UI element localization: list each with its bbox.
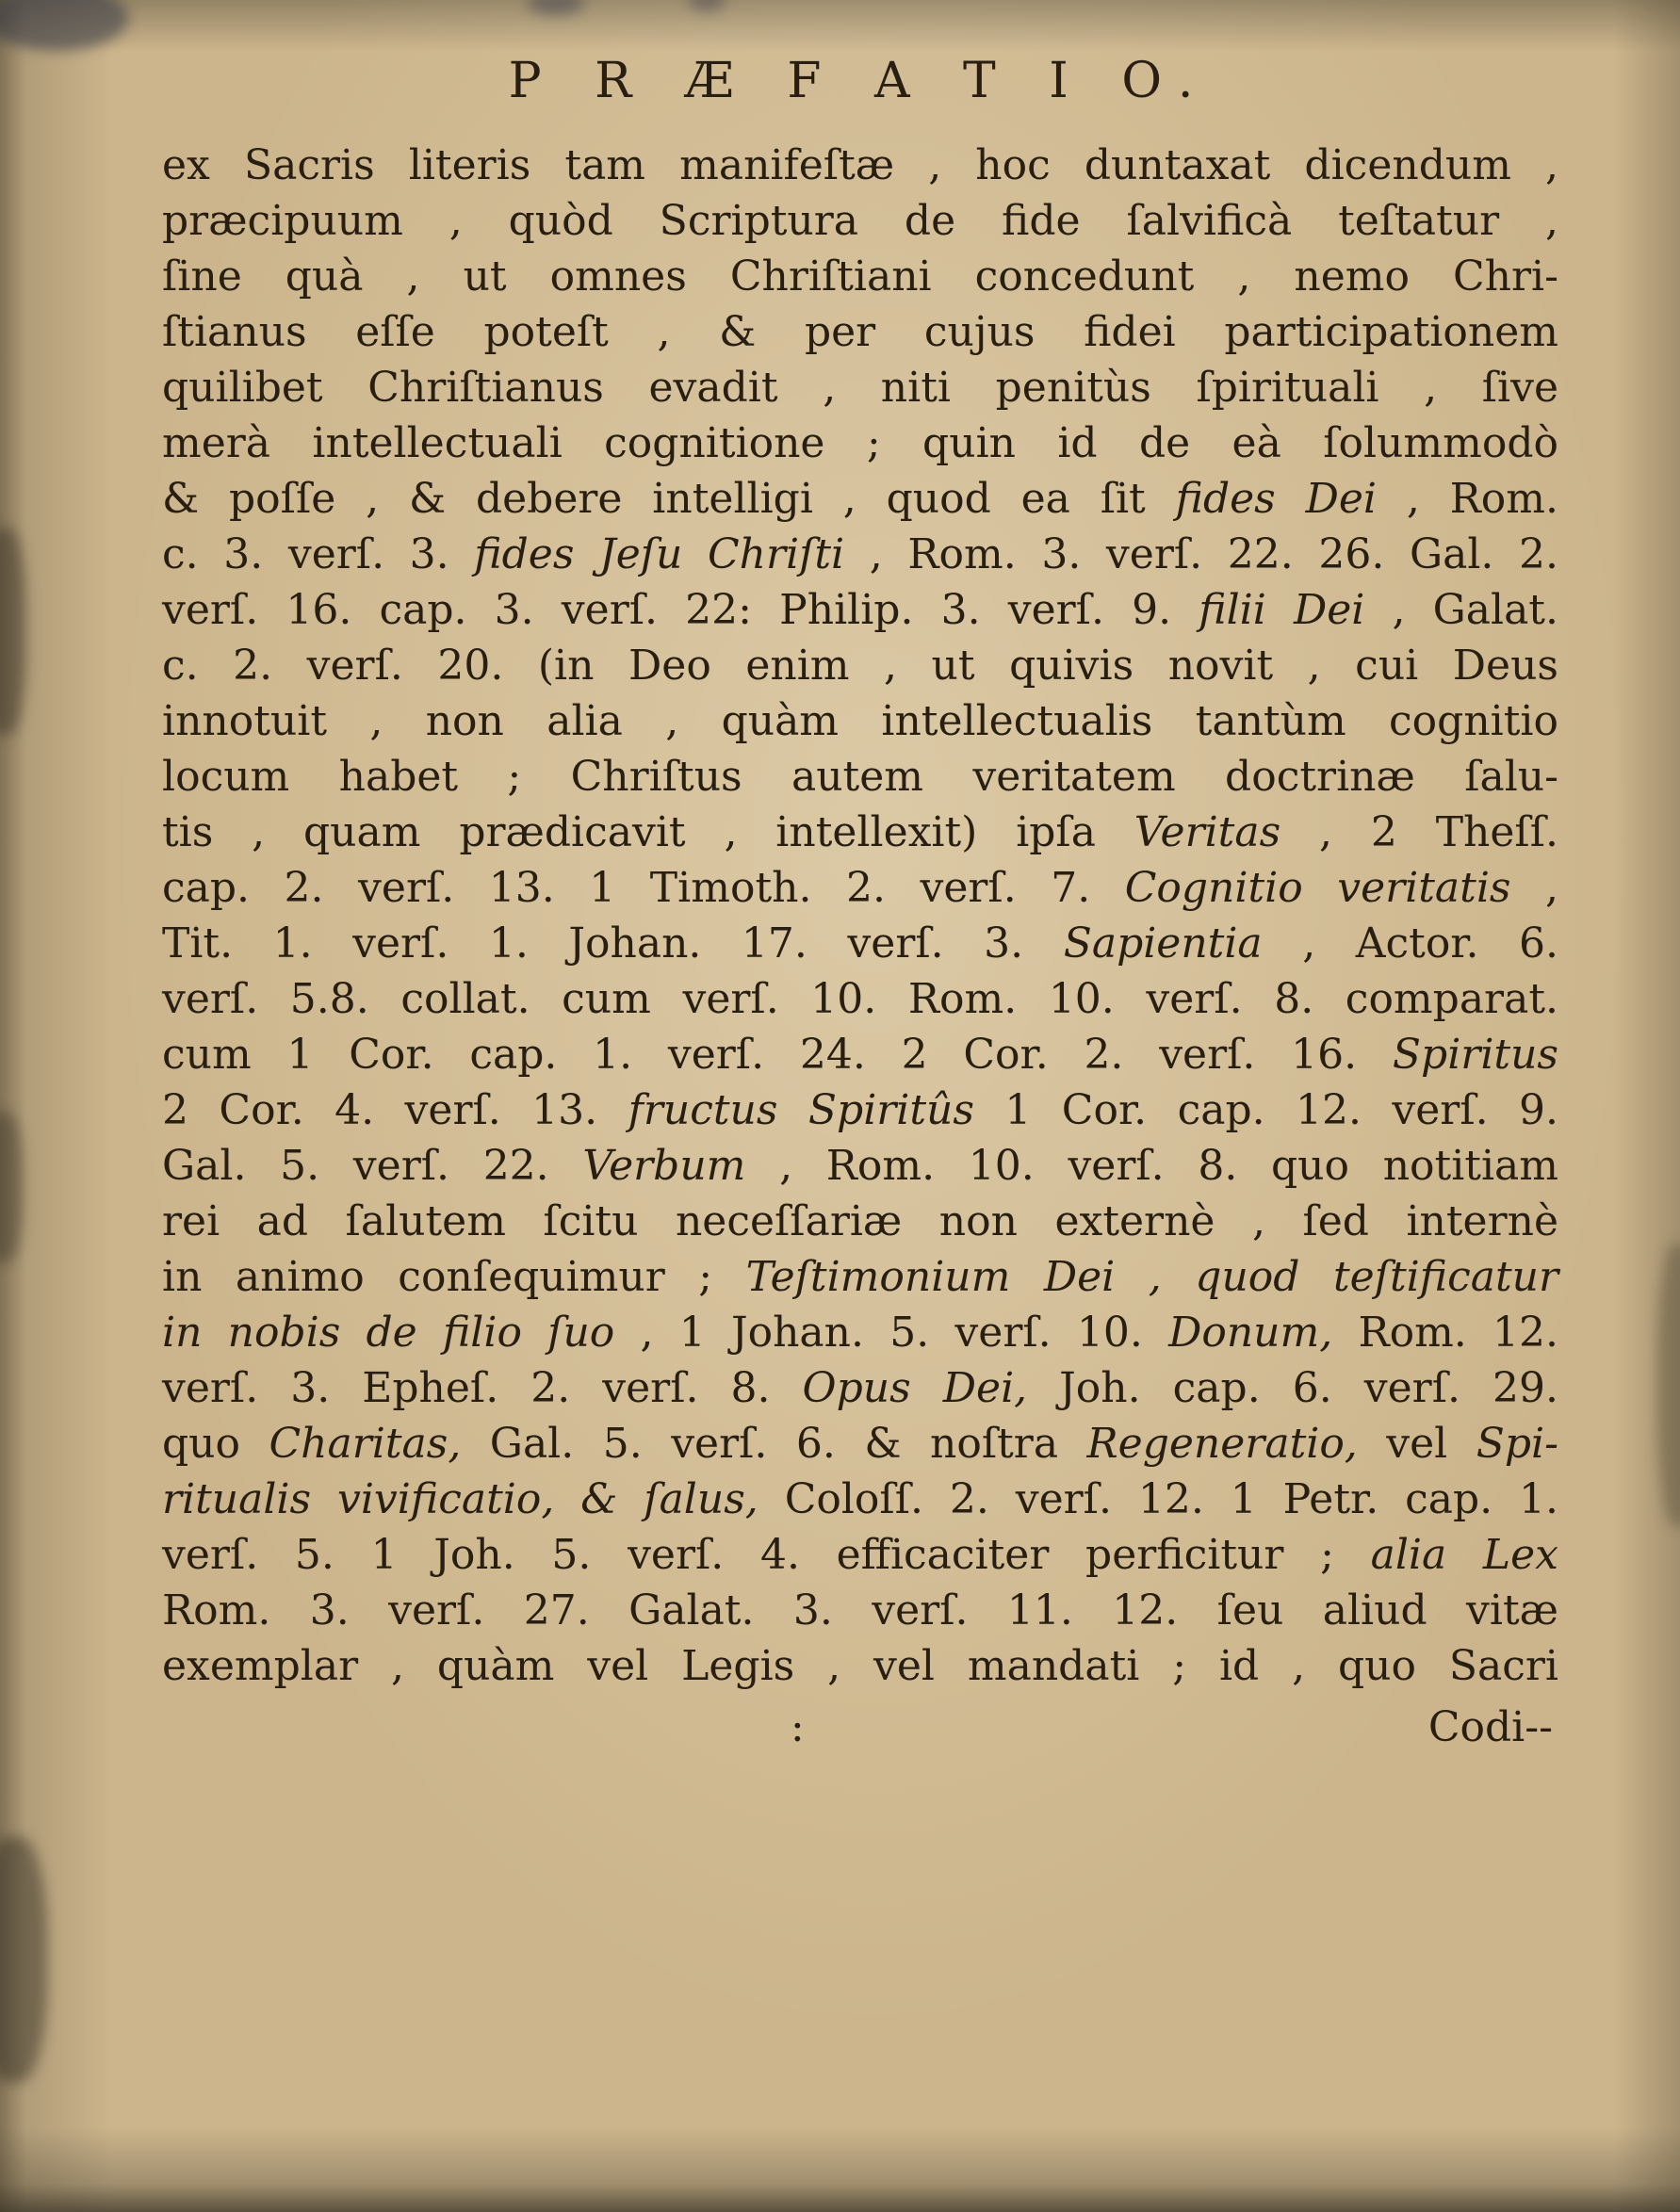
text-line: 2 Cor. 4. verſ. 13. fructus Spiritûs 1 Cor. cap. 12. verſ. 9. bbox=[162, 1086, 1558, 1134]
text-line: verſ. 3. Epheſ. 2. verſ. 8. Opus Dei, Joh. cap. 6. verſ. 29. bbox=[162, 1364, 1558, 1412]
text-block bbox=[162, 138, 1558, 1694]
text-line: verſ. 16. cap. 3. verſ. 22: Philip. 3. verſ. 9. filii Dei , Galat. bbox=[162, 586, 1558, 634]
text-line: & poſſe , & debere intelligi , quod ea ſit fides Dei , Rom. bbox=[162, 475, 1558, 523]
edge-stain bbox=[688, 0, 726, 11]
text-line: ex Sacris literis tam manifeſtæ , hoc duntaxat dicendum , bbox=[162, 141, 1558, 189]
text-line: quo Charitas, Gal. 5. verſ. 6. & noſtra Regeneratio, vel Spi- bbox=[162, 1420, 1558, 1468]
text-line: Gal. 5. verſ. 22. Verbum , Rom. 10. verſ. 8. quo notitiam bbox=[162, 1142, 1558, 1190]
catchword: Codi-- bbox=[1427, 1703, 1553, 1751]
text-line: c. 3. verſ. 3. fides Jeſu Chriſti , Rom. 3. verſ. 22. 26. Gal. 2. bbox=[162, 530, 1558, 578]
text-line: ritualis vivificatio, & ſalus, Coloſſ. 2. verſ. 12. 1 Petr. cap. 1. bbox=[162, 1475, 1559, 1523]
text-line: in nobis de filio ſuo , 1 Johan. 5. verſ. 10. Donum, Rom. 12. bbox=[162, 1309, 1558, 1357]
text-line: verſ. 5. 1 Joh. 5. verſ. 4. efficaciter perficitur ; alia Lex bbox=[162, 1531, 1559, 1579]
text-line: innotuit , non alia , quàm intellectualis tantùm cognitio bbox=[162, 697, 1558, 745]
text-line: quilibet Chriſtianus evadit , niti penitùs ſpirituali , ſive bbox=[162, 364, 1558, 412]
text-line: ſine quà , ut omnes Chriſtiani concedunt , nemo Chri- bbox=[162, 252, 1558, 301]
text-area bbox=[162, 53, 1558, 1769]
edge-stain bbox=[0, 1837, 47, 2082]
edge-stain bbox=[0, 528, 26, 735]
text-line: merà intellectuali cognitione ; quin id de eà ſolummodò bbox=[162, 419, 1558, 467]
text-line: ſtianus eſſe poteſt , & per cujus fidei participationem bbox=[162, 308, 1558, 356]
text-line: cap. 2. verſ. 13. 1 Timoth. 2. verſ. 7. Cognitio veritatis , bbox=[162, 864, 1558, 912]
text-line: rei ad ſalutem ſcitu neceſſariæ non externè , ſed internè bbox=[162, 1197, 1558, 1245]
text-line: c. 2. verſ. 20. (in Deo enim , ut quivis novit , cui Deus bbox=[162, 642, 1558, 690]
edge-stain bbox=[0, 1112, 23, 1262]
text-line: Tit. 1. verſ. 1. Johan. 17. verſ. 3. Sapientia , Actor. 6. bbox=[162, 919, 1559, 968]
edge-stain bbox=[1657, 1244, 1680, 1526]
text-line: præcipuum , quòd Scriptura de fide ſalvificà teſtatur , bbox=[162, 197, 1558, 245]
edge-stain bbox=[0, 0, 128, 51]
text-line: in animo conſequimur ; Teſtimonium Dei , quod teſtificatur bbox=[162, 1253, 1558, 1301]
text-line: verſ. 5.8. collat. cum verſ. 10. Rom. 10. verſ. 8. comparat. bbox=[162, 975, 1558, 1023]
catchword-row bbox=[162, 1703, 1558, 1769]
edge-stain bbox=[528, 0, 584, 15]
printer-mark: : bbox=[790, 1703, 805, 1751]
text-line: locum habet ; Chriſtus autem veritatem doctrinæ ſalu- bbox=[162, 753, 1558, 801]
text-line: cum 1 Cor. cap. 1. verſ. 24. 2 Cor. 2. verſ. 16. Spiritus bbox=[162, 1031, 1558, 1079]
text-line: Rom. 3. verſ. 27. Galat. 3. verſ. 11. 12. ſeu aliud vitæ bbox=[162, 1586, 1558, 1635]
page-title: P R Æ F A T I O. bbox=[508, 53, 1213, 109]
text-line: exemplar , quàm vel Legis , vel mandati ; id , quo Sacri bbox=[162, 1642, 1558, 1690]
text-line: tis , quam prædicavit , intellexit) ipſa Veritas , 2 Theſſ. bbox=[162, 808, 1558, 856]
